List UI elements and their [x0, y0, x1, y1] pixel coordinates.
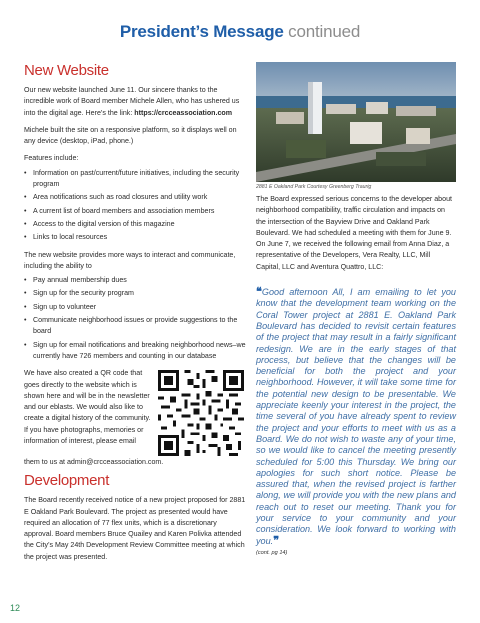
qr-section — [24, 368, 246, 468]
page-title-main: President’s Message — [119, 22, 284, 41]
development-paragraph: The Board recently received notice of a new project proposed for 2881 E Oakland Park Boulevard. The project as presented would have required an allocation of 77 flex units, which is a discretionary approval. Board members Bruce Quailey and Karen Polivka attended the City’s May 24th Development Review Committee meeting at which the project was presented. — [24, 496, 246, 561]
website-link[interactable]: https://crcceassociation.com — [134, 108, 233, 117]
abilities-list — [24, 275, 246, 362]
list-item: • Information on past/current/future initiatives, including the security program — [24, 168, 246, 191]
page-number: 12 — [10, 603, 21, 613]
new-website-para1: Our new website launched June 11. Our sincere thanks to the incredible work of Board member Michele Allen, who has ushered us into the digital age. Here’s the link: — [24, 86, 240, 117]
quote-open-icon: ❝ — [256, 286, 262, 299]
features-label: Features include: — [24, 154, 79, 163]
list-item: • Links to local resources — [24, 232, 246, 243]
aerial-photo — [256, 62, 456, 182]
qr-code-icon[interactable] — [158, 370, 244, 456]
new-website-heading: New Website — [24, 62, 109, 79]
list-item: • Sign up for email notifications and breaking neighborhood news–we currently have 726 members and counting in our database — [24, 340, 246, 363]
list-item: • Sign up for the security program — [24, 288, 246, 299]
right-paragraph: The Board expressed serious concerns to the developer about neighborhood compatibility, traffic circulation and impacts on the intersection of the Bayview Drive and Oakland Park Boulevard. We had scheduled a meeting with them for June 9. On June 7, we received the following email from Anna Diaz, a representative of the Developers, Vera Realty, LLC, Mill Capital, LLC and Aventura Quattro, LLC: — [256, 195, 452, 271]
photo-caption: 2881 E Oakland Park Courtesy Greenberg Traurig — [256, 184, 372, 190]
right-column — [256, 62, 456, 556]
development-heading: Development — [24, 472, 110, 490]
left-column — [24, 62, 246, 569]
new-website-intro — [24, 85, 246, 119]
page-title-continued: continued — [288, 22, 361, 41]
new-website-para3: The new website provides more ways to interact and communicate, including the ability to — [24, 250, 236, 270]
list-item: • Access to the digital version of this magazine — [24, 219, 246, 230]
qr-email-line: them to us at admin@crcceassociation.com. — [24, 458, 164, 467]
quote-close-icon: ❞ — [273, 534, 280, 547]
list-item: • Communicate neighborhood issues or provide suggestions to the board — [24, 315, 246, 338]
list-item: • Pay annual membership dues — [24, 275, 246, 286]
continued-note: (cont. pg 14) — [256, 549, 288, 556]
list-item: • Area notifications such as road closures and utility work — [24, 192, 246, 203]
page-title — [0, 22, 480, 42]
list-item: • A current list of board members and association members — [24, 206, 246, 217]
quote-text: Good afternoon All, I am emailing to let you know that the development team working on the Coral Tower project at 2881 E. Oakland Park Boulevard has decided to revisit certain features of the project that may result in a fairly significant redesign. We are in the early stages of that process, but believe that the changes will be beneficial for both the project and your neighborhood. However, it will take some time for the potential new design to be presentable. We appreciate keenly your interest in the project, the time several of you have already spent to review the project and your efforts to meet with us as a Board. We do not wish to waste any of your time, so we would like to cancel the meeting presently scheduled for 5:00 this Thursday. We bring our apologies for such short notice. Please be assured that, when the revised project is farther along, we will provide you with the new plans and reach out to reset our meeting. Thank you for your service to your community and your consideration. We look forward to working with you. — [256, 287, 456, 546]
new-website-para2: Michele built the site on a responsive platform, so it displays well on any device (desktop, iPad, phone.) — [24, 125, 237, 146]
list-item: • Sign up to volunteer — [24, 302, 246, 313]
quote-block — [256, 287, 456, 547]
qr-paragraph: We have also created a QR code that goes directly to the website which is shown here and will be in the newsletter and our eblasts. We would also like to create a digital history of the community. If you have photographs, memories or information of interest, please email — [24, 369, 151, 446]
features-list — [24, 168, 246, 244]
